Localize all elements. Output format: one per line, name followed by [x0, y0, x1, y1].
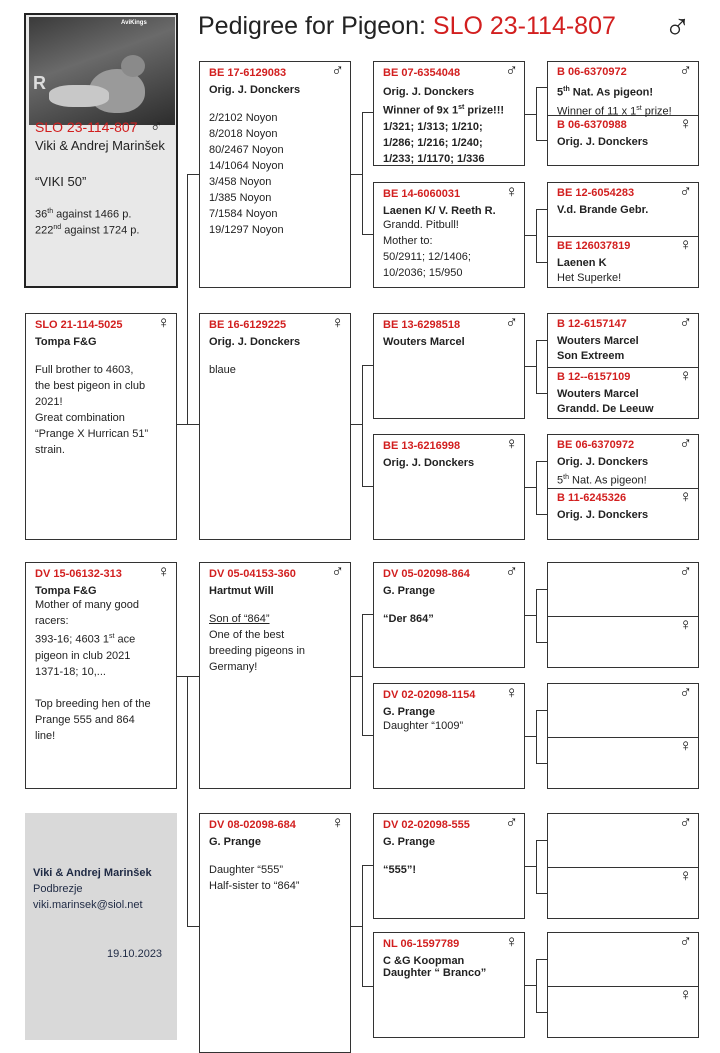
connector: [362, 112, 373, 113]
ancestor-cell: [548, 814, 698, 867]
female-icon: ♀: [505, 182, 518, 201]
connector: [536, 87, 547, 88]
male-icon: ♂: [679, 683, 692, 702]
female-icon: ♀: [331, 313, 344, 332]
connector: [536, 642, 547, 643]
connector: [536, 209, 537, 262]
owner-card: [25, 813, 177, 1040]
ancestor-ring: B 12-6157147: [557, 318, 627, 330]
female-icon: ♀: [331, 813, 344, 832]
connector: [536, 710, 537, 763]
connector: [177, 676, 199, 677]
connector: [187, 174, 188, 424]
great-grandparent-card: BE 14-6060031 ♀ Laenen K/ V. Reeth R. Grandd. Pitbull! Mother to: 50/2911; 12/1406; 10/2036; 15/950: [373, 182, 525, 288]
ancestor-ring: BE 06-6370972: [557, 439, 635, 451]
connector: [536, 1012, 547, 1013]
gen4-pair: [547, 61, 699, 166]
subject-ring: SLO 23-114-807: [35, 119, 138, 135]
photo-logo: AviKings: [121, 20, 147, 26]
male-icon: ♂: [331, 61, 344, 80]
ancestor-cell: [548, 737, 698, 790]
ancestor-line-2: 5th Nat. As pigeon!: [557, 474, 647, 487]
ancestor-cell: [548, 563, 698, 616]
ancestor-ring: B 06-6370972: [557, 66, 627, 78]
ancestor-line-2: Son Extreem: [557, 350, 625, 362]
connector: [536, 763, 547, 764]
granddam-card: BE 16-6129225 ♀ Orig. J. Donckers blaue: [199, 313, 351, 540]
connector: [536, 959, 547, 960]
subject-result-1: 36th against 1466 p.: [35, 208, 132, 221]
connector: [177, 424, 199, 425]
female-icon: ♀: [679, 615, 692, 634]
ancestor-cell: [548, 867, 698, 920]
connector: [536, 589, 547, 590]
male-icon: ♂: [664, 6, 691, 47]
connector: [525, 114, 536, 115]
female-icon: ♀: [157, 562, 170, 581]
connector: [187, 676, 188, 926]
dam-notes: Mother of many good racers: 393-16; 4603 1st ace pigeon in club 2021 1371-18; 10,... Top breeding hen of the Prange 555 and 864 line!: [35, 599, 151, 742]
connector: [536, 589, 537, 642]
male-icon: ♂: [679, 813, 692, 832]
grandsire-ring: BE 17-6129083: [209, 67, 287, 79]
connector: [362, 365, 363, 486]
connector: [351, 676, 362, 677]
female-icon: ♀: [679, 736, 692, 755]
gen4-pair: [547, 182, 699, 288]
print-date: 19.10.2023: [107, 948, 163, 960]
connector: [362, 614, 373, 615]
owner-email[interactable]: viki.marinsek@siol.net: [33, 899, 143, 911]
connector: [536, 461, 537, 514]
subject-photo: [29, 17, 175, 125]
sire-card: [25, 313, 177, 540]
male-icon: ♂: [679, 434, 692, 453]
gen4-pair: [547, 683, 699, 789]
ancestor-cell: [548, 435, 698, 488]
subject-sex-icon: ♂: [150, 117, 163, 136]
male-icon: ♂: [679, 562, 692, 581]
dam-card: [25, 562, 177, 789]
ancestor-cell: [548, 986, 698, 1039]
connector: [351, 174, 362, 175]
male-icon: ♂: [505, 313, 518, 332]
male-icon: ♂: [505, 562, 518, 581]
great-grandparent-card: DV 05-02098-864 ♂ G. Prange “Der 864”: [373, 562, 525, 668]
connector: [362, 234, 373, 235]
ancestor-cell: [548, 684, 698, 737]
ancestor-line-2: Grandd. De Leeuw: [557, 403, 654, 415]
ancestor-cell: [548, 367, 698, 420]
female-icon: ♀: [157, 313, 170, 332]
connector: [536, 393, 547, 394]
connector: [536, 514, 547, 515]
page-title: [198, 12, 616, 41]
connector: [351, 926, 362, 927]
ancestor-cell: [548, 115, 698, 168]
title-label: Pedigree for Pigeon:: [198, 12, 426, 40]
female-icon: ♀: [505, 434, 518, 453]
dam-ring: DV 15-06132-313: [35, 568, 122, 580]
ancestor-line-1: Wouters Marcel: [557, 388, 639, 400]
connector: [525, 366, 536, 367]
connector: [362, 365, 373, 366]
connector: [536, 710, 547, 711]
ancestor-line-2: Het Superke!: [557, 272, 622, 284]
subject-owners: Viki & Andrej Marinšek: [35, 138, 165, 153]
female-icon: ♀: [679, 985, 692, 1004]
connector: [362, 865, 363, 986]
ancestor-cell: [548, 183, 698, 236]
male-icon: ♂: [679, 61, 692, 80]
ancestor-ring: B 11-6245326: [557, 492, 627, 504]
connector: [362, 865, 373, 866]
female-icon: ♀: [679, 113, 692, 133]
great-grandparent-card: BE 13-6216998 ♀ Orig. J. Donckers: [373, 434, 525, 540]
male-icon: ♂: [505, 813, 518, 832]
race-results: 2/2102 Noyon 8/2018 Noyon 80/2467 Noyon 14/1064 Noyon 3/458 Noyon 1/385 Noyon 7/1584 Noyon 19/1297 Noyon: [209, 112, 284, 236]
female-icon: ♀: [679, 366, 692, 385]
connector: [351, 424, 362, 425]
pigeon-head: [121, 55, 145, 77]
grandsire-card: DV 05-04153-360 ♂ Hartmut Will Son of “864” One of the best breeding pigeons in Germany!: [199, 562, 351, 789]
connector: [536, 840, 537, 893]
owner-place: Podbrezje: [33, 883, 83, 895]
sire-breeder: Tompa F&G: [35, 336, 97, 348]
female-icon: ♀: [679, 487, 692, 506]
connector: [362, 112, 363, 234]
ancestor-line-1: V.d. Brande Gebr.: [557, 204, 649, 216]
gen4-pair: [547, 813, 699, 919]
sire-ring: SLO 21-114-5025: [35, 319, 123, 331]
owner-name: Viki & Andrej Marinšek: [33, 867, 152, 879]
male-icon: ♂: [505, 61, 518, 80]
sire-notes: Full brother to 4603, the best pigeon in club 2021! Great combination “Prange X Hurrican 51” strain.: [35, 364, 149, 456]
great-grandparent-card: DV 02-02098-555 ♂ G. Prange “555”!: [373, 813, 525, 919]
connector: [525, 985, 536, 986]
ancestor-cell: [548, 236, 698, 289]
title-ring: SLO 23-114-807: [432, 12, 616, 40]
male-icon: ♂: [331, 562, 344, 581]
ancestor-line-1: Orig. J. Donckers: [557, 135, 649, 148]
ancestor-cell: [548, 933, 698, 986]
gen4-pair: [547, 932, 699, 1038]
subject-result-2: 222nd against 1724 p.: [35, 224, 140, 237]
great-grandparent-card: NL 06-1597789 ♀ C &G Koopman Daughter “ Branco”: [373, 932, 525, 1038]
female-icon: ♀: [679, 235, 692, 254]
connector: [525, 615, 536, 616]
ancestor-line-1: Laenen K: [557, 257, 607, 269]
granddam-card: DV 08-02098-684 ♀ G. Prange Daughter “555” Half-sister to “864”: [199, 813, 351, 1053]
connector: [536, 340, 547, 341]
ancestor-ring: BE 126037819: [557, 240, 631, 252]
great-grandparent-card: BE 13-6298518 ♂ Wouters Marcel: [373, 313, 525, 419]
male-icon: ♂: [679, 932, 692, 951]
connector: [362, 486, 373, 487]
great-grandparent-card: DV 02-02098-1154 ♀ G. Prange Daughter “1009”: [373, 683, 525, 789]
connector: [536, 840, 547, 841]
connector: [525, 487, 536, 488]
subject-card: [24, 13, 178, 288]
connector: [187, 926, 199, 927]
connector: [536, 209, 547, 210]
connector: [187, 174, 199, 175]
connector: [362, 986, 373, 987]
photo-marks: R: [33, 73, 46, 93]
connector: [536, 461, 547, 462]
connector: [525, 235, 536, 236]
male-icon: ♂: [679, 313, 692, 332]
ancestor-cell: [548, 488, 698, 541]
ancestor-line-1: 5th Nat. As pigeon!: [557, 86, 654, 99]
connector: [536, 87, 537, 140]
male-icon: ♂: [679, 182, 692, 201]
female-icon: ♀: [679, 866, 692, 885]
ancestor-cell: [548, 616, 698, 669]
connector: [525, 866, 536, 867]
ancestor-ring: BE 12-6054283: [557, 187, 635, 199]
connector: [525, 736, 536, 737]
connector: [536, 959, 537, 1012]
gen4-pair: [547, 562, 699, 668]
great-grandparent-card: BE 07-6354048 ♂ Orig. J. Donckers Winner of 9x 1st prize!!! 1/321; 1/313; 1/210; 1/286; 1/216; 1/240; 1/233; 1/1170; 1/336: [373, 61, 525, 166]
ancestor-line-1: Orig. J. Donckers: [557, 456, 649, 468]
ancestor-line-1: Orig. J. Donckers: [557, 509, 649, 521]
connector: [362, 735, 373, 736]
connector: [536, 893, 547, 894]
connector: [536, 340, 537, 393]
dam-breeder: Tompa F&G: [35, 585, 97, 597]
ancestor-line-1: Wouters Marcel: [557, 335, 639, 347]
connector: [536, 140, 547, 141]
female-icon: ♀: [505, 683, 518, 702]
ancestor-cell: [548, 314, 698, 367]
ancestor-ring: B 12--6157109: [557, 371, 631, 383]
gen4-pair: [547, 313, 699, 419]
ancestor-ring: B 06-6370988: [557, 118, 627, 131]
connector: [362, 614, 363, 735]
female-icon: ♀: [505, 932, 518, 951]
connector: [536, 262, 547, 263]
gen4-pair: [547, 434, 699, 540]
subject-name: “VIKI 50”: [35, 174, 87, 189]
ancestor-cell: [548, 61, 698, 118]
grandsire-card: BE 17-6129083 ♂ Orig. J. Donckers 2/2102 Noyon 8/2018 Noyon 80/2467 Noyon 14/1064 Noyon 3/458 Noyon 1/385 Noyon 7/1584 Noyon 19/1297 Noyon: [199, 61, 351, 288]
hand-shape: [49, 85, 109, 107]
ancestor-line-2: Winner of 11 x 1st prize!: [557, 104, 672, 118]
